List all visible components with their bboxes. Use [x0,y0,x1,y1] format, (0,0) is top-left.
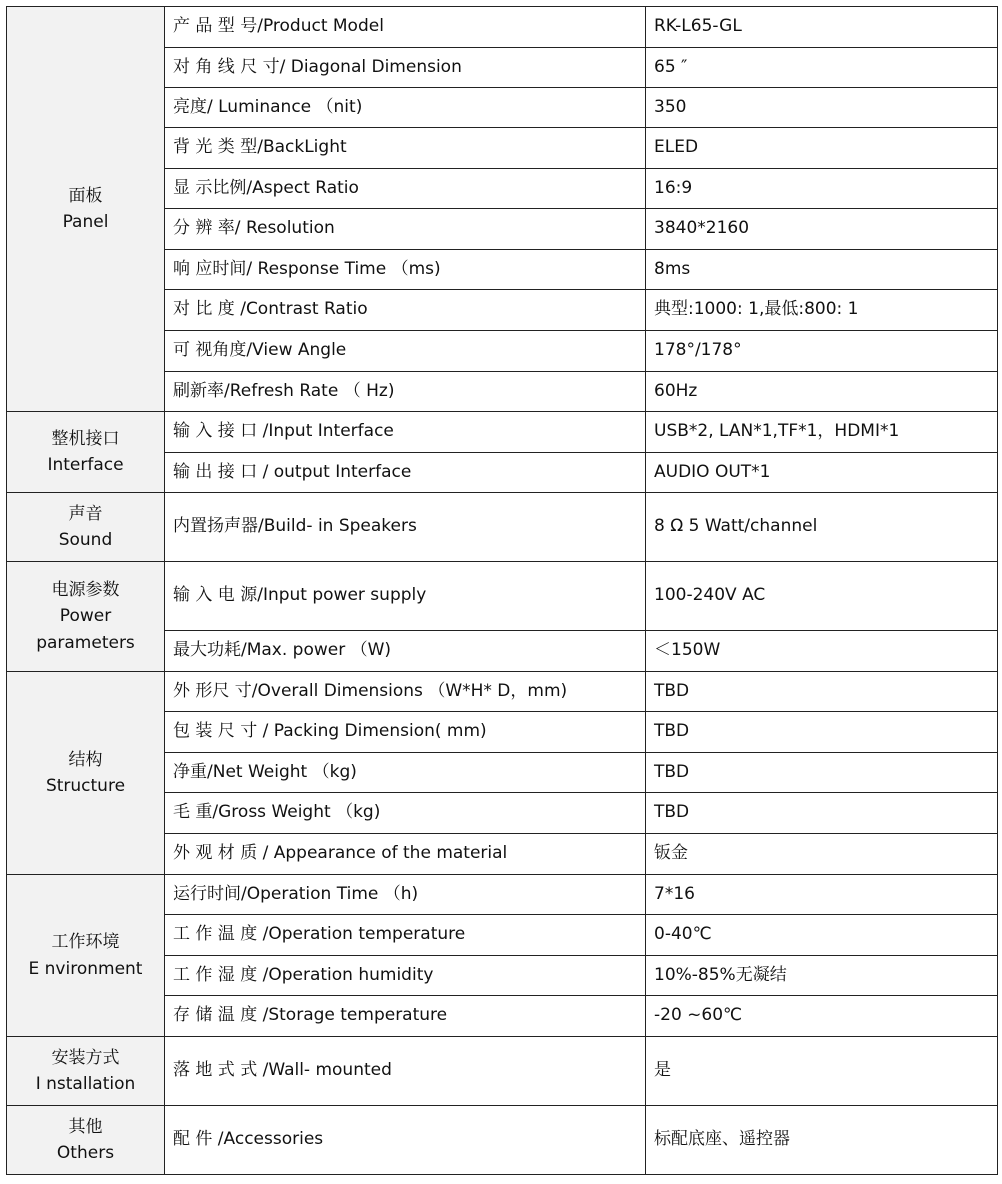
spec-label: 输 入 接 口 /Input Interface [165,412,646,453]
spec-value: 标配底座、遥控器 [646,1106,998,1175]
spec-label: 对 角 线 尺 寸/ Diagonal Dimension [165,48,646,88]
spec-value: 3840*2160 [646,209,998,250]
spec-row [7,562,998,631]
spec-label: 输 入 电 源/Input power supply [165,562,646,631]
category-label: Interface [47,455,124,475]
spec-value: 60Hz [646,372,998,412]
category-cell [7,1037,165,1106]
spec-label: 亮度/ Luminance （nit) [165,88,646,128]
spec-label: 落 地 式 式 /Wall- mounted [165,1037,646,1106]
category-label: 工作环境 [51,932,120,953]
spec-value: 100-240V AC [646,562,998,631]
spec-label: 配 件 /Accessories [165,1106,646,1175]
spec-value: TBD [646,672,998,712]
spec-label: 净重/Net Weight （kg) [165,753,646,793]
spec-value: TBD [646,712,998,753]
spec-value: ＜150W [646,631,998,672]
spec-label: 背 光 类 型/BackLight [165,128,646,169]
spec-value: AUDIO OUT*1 [646,453,998,493]
category-label: Panel [62,212,109,232]
spec-label: 最大功耗/Max. power （W) [165,631,646,672]
spec-label: 分 辨 率/ Resolution [165,209,646,250]
category-label: 其他 [68,1116,103,1137]
spec-value: 钣金 [646,834,998,875]
category-cell [7,672,165,875]
category-cell [7,412,165,493]
spec-value: 0-40℃ [646,915,998,956]
spec-row [7,672,998,712]
spec-value: TBD [646,753,998,793]
spec-label: 工 作 温 度 /Operation temperature [165,915,646,956]
category-cell [7,1106,165,1175]
category-label: Power [59,606,112,627]
spec-label: 可 视角度/View Angle [165,331,646,372]
spec-label: 外 形尺 寸/Overall Dimensions （W*H* D，mm) [165,672,646,712]
spec-value: 是 [646,1037,998,1106]
spec-label: 毛 重/Gross Weight （kg) [165,793,646,834]
category-cell [7,562,165,672]
category-cell [7,7,165,412]
spec-value: -20 ~60℃ [646,996,998,1037]
spec-value: 8ms [646,250,998,290]
spec-label: 工 作 湿 度 /Operation humidity [165,956,646,996]
spec-label: 存 储 温 度 /Storage temperature [165,996,646,1037]
spec-value: 7*16 [646,875,998,915]
category-label: Others [56,1143,115,1163]
spec-row [7,1037,998,1106]
spec-label: 刷新率/Refresh Rate （ Hz) [165,372,646,412]
spec-value: RK-L65-GL [646,7,998,48]
spec-label: 产 品 型 号/Product Model [165,7,646,48]
spec-value: 178°/178° [646,331,998,372]
spec-label: 内置扬声器/Build- in Speakers [165,493,646,562]
spec-value: 典型:1000: 1,最低:800: 1 [646,290,998,331]
spec-value: 8 Ω 5 Watt/channel [646,493,998,562]
category-label: 安装方式 [51,1047,120,1068]
category-label: parameters [36,632,135,653]
spec-value: 350 [646,88,998,128]
category-cell [7,875,165,1037]
spec-label: 对 比 度 /Contrast Ratio [165,290,646,331]
spec-value: 16:9 [646,169,998,209]
spec-label: 运行时间/Operation Time （h) [165,875,646,915]
category-label: I nstallation [35,1074,136,1094]
spec-row [7,1106,998,1175]
category-label: Structure [45,776,126,796]
category-label: E nvironment [28,958,143,979]
spec-value: 65 ″ [646,48,998,88]
category-cell [7,493,165,562]
category-label: 面板 [68,185,103,206]
spec-label: 显 示比例/Aspect Ratio [165,169,646,209]
spec-table [6,6,998,1175]
category-label: 整机接口 [51,428,120,449]
spec-row [7,412,998,453]
spec-label: 输 出 接 口 / output Interface [165,453,646,493]
spec-table-body [7,7,998,1175]
spec-label: 外 观 材 质 / Appearance of the material [165,834,646,875]
spec-label: 响 应时间/ Response Time （ms) [165,250,646,290]
spec-row [7,493,998,562]
spec-label: 包 装 尺 寸 / Packing Dimension( mm) [165,712,646,753]
category-label: Sound [58,530,113,550]
spec-value: ELED [646,128,998,169]
category-label: 电源参数 [51,579,120,600]
spec-row [7,7,998,48]
spec-value: USB*2, LAN*1,TF*1，HDMI*1 [646,412,998,453]
spec-value: TBD [646,793,998,834]
category-label: 声音 [68,503,103,524]
category-label: 结构 [68,749,103,770]
spec-row [7,875,998,915]
spec-value: 10%-85%无凝结 [646,956,998,996]
